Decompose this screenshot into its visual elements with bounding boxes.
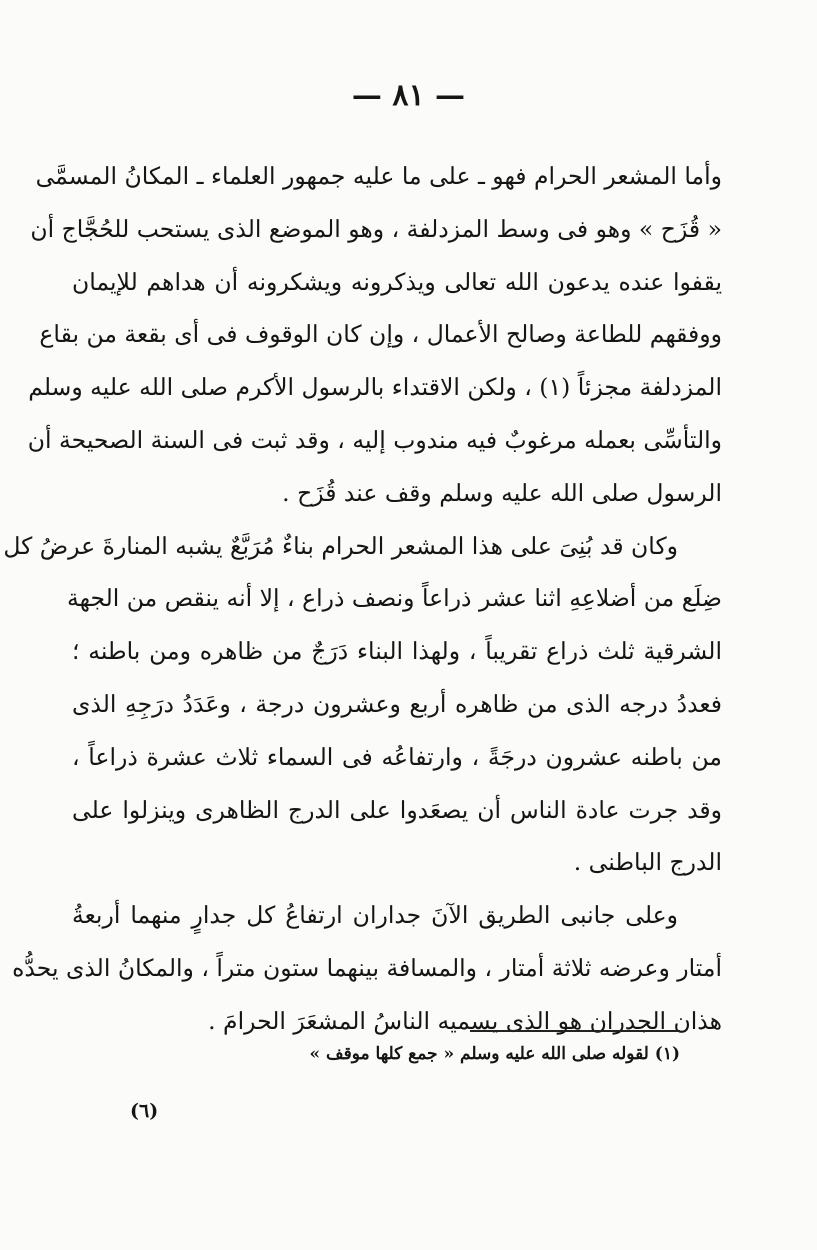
text-line: وأما المشعر الحرام فهو ـ على ما عليه جمهور العلماء ـ المكانُ المسمَّى: [35, 162, 722, 190]
text-line: هذان الجدران هو الذى يسميه الناسُ المشعَرَ الحرامَ .: [208, 1006, 722, 1035]
text-line: الشرقية ثلث ذراع تقريباً ، ولهذا البناء دَرَجٌ من ظاهره ومن باطنه ؛: [72, 637, 722, 666]
text-line: المزدلفة مجزئاً (١) ، ولكن الاقتداء بالرسول الأكرم صلى الله عليه وسلم: [28, 373, 722, 402]
page-number: — ٨١ —: [351, 78, 466, 113]
text-line: ووفقهم للطاعة وصالح الأعمال ، وإن كان الوقوف فى أى بقعة من بقاع: [39, 320, 722, 349]
text-line: وقد جرت عادة الناس أن يصعَدوا على الدرج الظاهرى وينزلوا على: [72, 795, 722, 824]
footnote: (١) لقوله صلى الله عليه وسلم « جمع كلها موقف »: [309, 1044, 680, 1064]
paragraph-start-line: وعلى جانبى الطريق الآنَ جداران ارتفاعُ كل جدارٍ منهما أربعةُ: [72, 901, 678, 930]
text-line: ضِلَع من أضلاعِهِ اثنا عشر ذراعاً ونصف ذراع ، إلا أنه ينقص من الجهة: [67, 584, 722, 613]
text-line: من باطنه عشرون درجَةً ، وارتفاعُه فى السماء ثلاث عشرة ذراعاً ،: [72, 742, 722, 771]
text-line: الرسول صلى الله عليه وسلم وقف عند قُزَح .: [282, 478, 722, 507]
text-line: « قُزَح » وهو فى وسط المزدلفة ، وهو الموضع الذى يستحب للحُجَّاج أن: [30, 214, 722, 243]
body-text: [3, 150, 722, 1048]
text-line: فعددُ درجه الذى من ظاهره أربع وعشرون درجة ، وعَدَدُ درَجِهِ الذى: [72, 689, 722, 718]
signature-mark: (٦): [130, 1100, 159, 1122]
text-line: أمتار وعرضه ثلاثة أمتار ، والمسافة بينهما ستون متراً ، والمكانُ الذى يحدُّه: [12, 953, 722, 982]
paragraph-start-line: وكان قد بُنِىَ على هذا المشعر الحرام بناءٌ مُرَبَّعٌ يشبه المنارةَ عرضُ كل: [3, 531, 678, 560]
text-line: يقفوا عنده يدعون الله تعالى ويذكرونه ويشكرونه أن هداهم للإيمان: [72, 267, 722, 296]
text-line: الدرج الباطنى .: [573, 848, 722, 877]
footnote-divider: [470, 1030, 680, 1032]
text-line: والتأسِّى بعمله مرغوبٌ فيه مندوب إليه ، وقد ثبت فى السنة الصحيحة أن: [27, 425, 722, 454]
